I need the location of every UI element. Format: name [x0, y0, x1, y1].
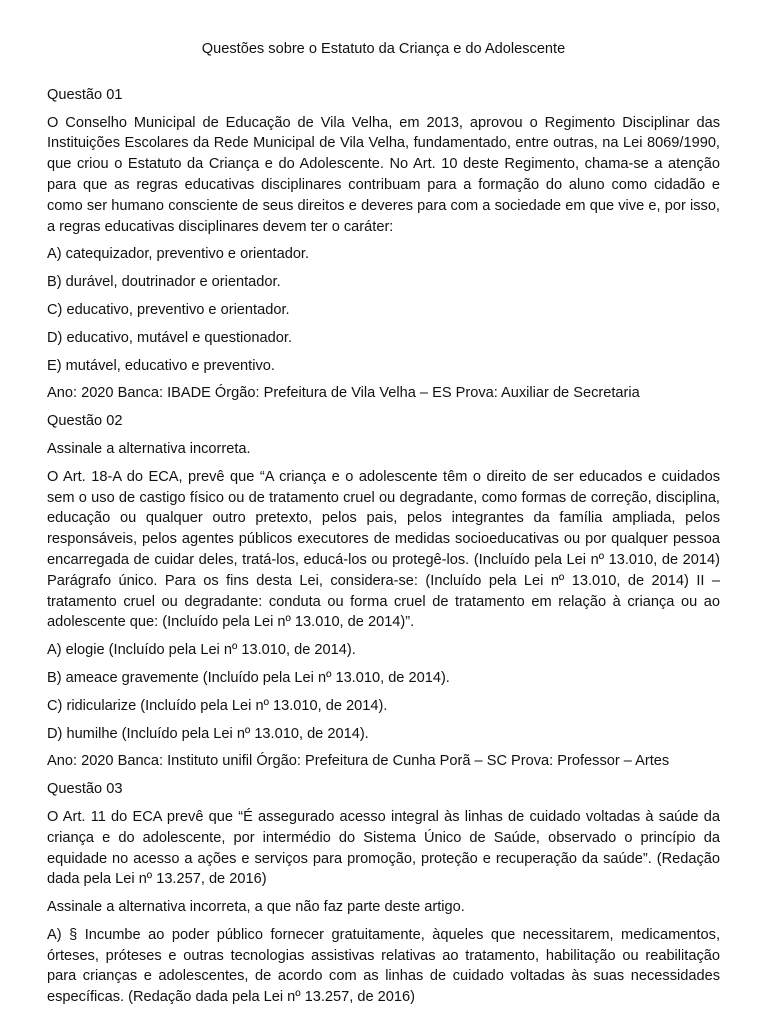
question-2 — [47, 411, 720, 772]
question-3-heading: Questão 03 — [47, 781, 123, 798]
question-3 — [47, 779, 720, 1008]
question-1-option-c: C) educativo, preventivo e orientador. — [47, 301, 290, 318]
document-title: Questões sobre o Estatuto da Criança e do Adolescente — [201, 41, 566, 57]
question-1-option-a: A) catequizador, preventivo e orientador. — [47, 246, 310, 263]
question-3-text: O Art. 11 do ECA prevê que “É assegurado acesso integral às linhas de cuidado voltadas à saúde da criança e do adolescente, por intermédio do Sistema Único de Saúde, observado o princípio da equidade no acesso a ações e serviços para promoção, proteção e recuperação da saúde”. (Redação dada pela Lei nº 13.257, de 2016) — [47, 808, 720, 888]
question-1 — [47, 85, 720, 404]
question-2-heading: Questão 02 — [47, 413, 123, 430]
question-2-source: Ano: 2020 Banca: Instituto unifil Órgão: Prefeitura de Cunha Porã – SC Prova: Professor – Artes — [47, 753, 670, 770]
question-1-option-e: E) mutável, educativo e preventivo. — [47, 357, 275, 374]
question-1-source: Ano: 2020 Banca: IBADE Órgão: Prefeitura de Vila Velha – ES Prova: Auxiliar de Secretaria — [47, 385, 640, 402]
question-2-option-a: A) elogie (Incluído pela Lei nº 13.010, de 2014). — [47, 642, 356, 659]
question-1-text: O Conselho Municipal de Educação de Vila Velha, em 2013, aprovou o Regimento Disciplinar das Instituições Escolares da Rede Municipal de Vila Velha, fundamentado, entre outras, na Lei 8069/1990, que criou o Estatuto da Criança e do Adolescente. No Art. 10 deste Regimento, chama-se a atenção para que as regras educativas disciplinares contribuam para a formação do aluno como cidadão e como ser humano consciente de seus direitos e deveres para com a sociedade em que vive e, por isso, a regras educativas disciplinares devem ter o caráter: — [47, 114, 720, 235]
question-1-option-d: D) educativo, mutável e questionador. — [47, 329, 292, 346]
question-3-instruction: Assinale a alternativa incorreta, a que não faz parte deste artigo. — [47, 899, 465, 916]
question-2-option-d: D) humilhe (Incluído pela Lei nº 13.010, de 2014). — [47, 725, 369, 742]
question-1-option-b: B) durável, doutrinador e orientador. — [47, 274, 281, 291]
question-2-instruction: Assinale a alternativa incorreta. — [47, 440, 251, 457]
question-2-option-c: C) ridicularize (Incluído pela Lei nº 13.010, de 2014). — [47, 697, 388, 714]
question-2-text: O Art. 18-A do ECA, prevê que “A criança e o adolescente têm o direito de ser educados e cuidados sem o uso de castigo físico ou de tratamento cruel ou degradante, como formas de correção, disciplina, educação ou qualquer outro pretexto, pelos pais, pelos integrantes da família ampliada, pelos responsáveis, pelos agentes públicos executores de medidas socioeducativas ou por qualquer pessoa encarregada de cuidar deles, tratá-los, educá-los ou protegê-los. (Incluído pela Lei nº 13.010, de 2014) Parágrafo único. Para os fins desta Lei, considera-se: (Incluído pela Lei nº 13.010, de 2014) II – tratamento cruel ou degradante: conduta ou forma cruel de tratamento em relação à criança ou ao adolescente que: (Incluído pela Lei nº 13.010, de 2014)”. — [47, 468, 720, 631]
question-3-option-a: A) § Incumbe ao poder público fornecer gratuitamente, àqueles que necessitarem, medicamentos, órteses, próteses e outras tecnologias assistivas relativas ao tratamento, habilitação ou reabilitação para crianças e adolescentes, de acordo com as linhas de cuidado voltadas às suas necessidades específicas. (Redação dada pela Lei nº 13.257, de 2016) — [47, 926, 720, 1006]
question-1-heading: Questão 01 — [47, 86, 123, 103]
question-2-option-b: B) ameace gravemente (Incluído pela Lei nº 13.010, de 2014). — [47, 669, 450, 686]
